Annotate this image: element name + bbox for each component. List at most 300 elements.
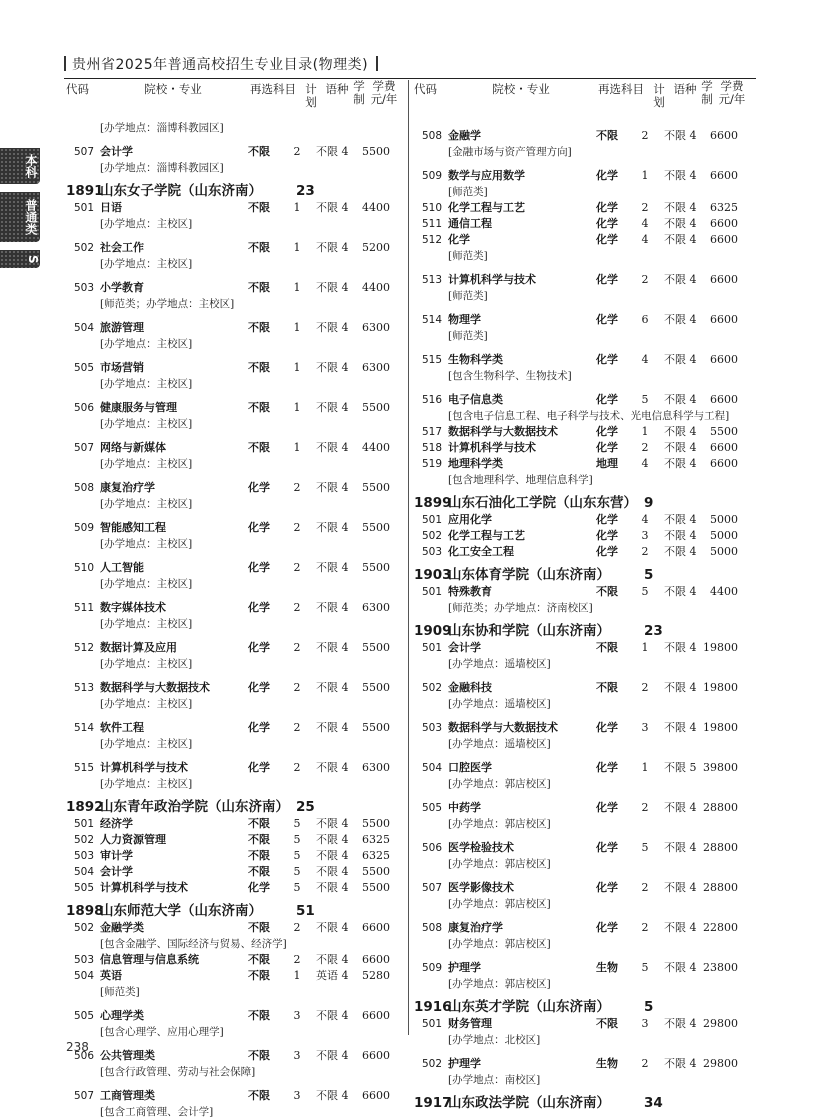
major-code: 504 bbox=[73, 866, 94, 878]
major-years: 4 bbox=[689, 441, 697, 454]
major-fee: 5500 bbox=[362, 481, 390, 494]
major-plan: 1 bbox=[293, 969, 301, 982]
major-subject: 化学 bbox=[596, 545, 618, 558]
major-note: [办学地点：南校区] bbox=[448, 1074, 541, 1086]
major-code: 504 bbox=[421, 762, 442, 774]
major-plan: 1 bbox=[293, 321, 301, 334]
major-fee: 23800 bbox=[703, 961, 738, 974]
major-subject: 化学 bbox=[596, 761, 618, 774]
school-name: 山东师范大学（山东济南） bbox=[100, 903, 262, 919]
major-subject: 化学 bbox=[248, 641, 270, 654]
major-subject: 不限 bbox=[248, 321, 270, 334]
major-subject: 化学 bbox=[596, 921, 618, 934]
major-plan: 3 bbox=[293, 1009, 301, 1022]
major-subject: 化学 bbox=[596, 217, 618, 230]
page-title: 贵州省2025年普通高校招生专业目录(物理类) bbox=[72, 54, 368, 74]
major-code: 502 bbox=[73, 242, 94, 254]
major-note: [师范类；办学地点：主校区] bbox=[100, 298, 235, 310]
school-code: 1916 bbox=[414, 999, 452, 1015]
major-fee: 6600 bbox=[710, 217, 738, 230]
major-years: 4 bbox=[341, 401, 349, 414]
major-plan: 5 bbox=[641, 393, 649, 406]
major-row bbox=[66, 1008, 411, 1024]
col-plan-header: 计划 bbox=[305, 82, 317, 109]
major-subject: 化学 bbox=[596, 881, 618, 894]
major-lang: 不限 bbox=[664, 681, 686, 694]
major-name: 康复治疗学 bbox=[448, 921, 503, 934]
major-name: 化学工程与工艺 bbox=[448, 529, 525, 542]
major-code: 501 bbox=[73, 202, 94, 214]
major-code: 509 bbox=[421, 170, 442, 182]
major-row bbox=[414, 440, 759, 456]
major-plan: 1 bbox=[293, 401, 301, 414]
school-plan: 9 bbox=[644, 495, 654, 511]
major-plan: 2 bbox=[293, 601, 301, 614]
major-name: 软件工程 bbox=[100, 721, 144, 734]
column-header bbox=[414, 80, 759, 120]
major-subject: 不限 bbox=[248, 201, 270, 214]
school-name: 山东英才学院（山东济南） bbox=[448, 999, 610, 1015]
major-name: 地理科学类 bbox=[448, 457, 503, 470]
major-subject: 地理 bbox=[596, 457, 618, 470]
major-code: 501 bbox=[421, 514, 442, 526]
major-note: [办学地点：主校区] bbox=[100, 538, 193, 550]
major-subject: 化学 bbox=[596, 313, 618, 326]
major-fee: 6600 bbox=[362, 1089, 390, 1102]
major-name: 社会工作 bbox=[100, 241, 144, 254]
major-years: 4 bbox=[689, 201, 697, 214]
school-plan: 34 bbox=[644, 1095, 663, 1111]
major-plan: 5 bbox=[293, 849, 301, 862]
major-note: [办学地点：郭店校区] bbox=[448, 818, 551, 830]
school-name: 山东体育学院（山东济南） bbox=[448, 567, 610, 583]
major-row bbox=[414, 760, 759, 776]
col-fee-header: 学费元/年 bbox=[370, 79, 398, 106]
side-tabs bbox=[0, 148, 40, 276]
major-plan: 5 bbox=[293, 881, 301, 894]
major-code: 502 bbox=[73, 922, 94, 934]
major-plan: 2 bbox=[293, 481, 301, 494]
major-lang: 不限 bbox=[316, 521, 338, 534]
major-subject: 化学 bbox=[596, 169, 618, 182]
school-plan: 23 bbox=[644, 623, 663, 639]
major-plan: 1 bbox=[641, 425, 649, 438]
major-subject: 化学 bbox=[596, 393, 618, 406]
major-lang: 不限 bbox=[316, 361, 338, 374]
major-years: 4 bbox=[689, 1057, 697, 1070]
major-plan: 4 bbox=[641, 457, 649, 470]
major-name: 人力资源管理 bbox=[100, 833, 166, 846]
major-name: 经济学 bbox=[100, 817, 133, 830]
major-row bbox=[66, 680, 411, 696]
major-subject: 生物 bbox=[596, 961, 618, 974]
major-lang: 不限 bbox=[316, 601, 338, 614]
major-years: 4 bbox=[341, 833, 349, 846]
major-row bbox=[66, 600, 411, 616]
major-lang: 不限 bbox=[664, 585, 686, 598]
major-code: 508 bbox=[421, 130, 442, 142]
major-row bbox=[414, 200, 759, 216]
major-fee: 5500 bbox=[362, 817, 390, 830]
major-code: 502 bbox=[73, 834, 94, 846]
major-code: 506 bbox=[421, 842, 442, 854]
major-lang: 不限 bbox=[316, 833, 338, 846]
major-subject: 化学 bbox=[596, 841, 618, 854]
major-subject: 化学 bbox=[596, 201, 618, 214]
school-code: 1892 bbox=[66, 799, 104, 815]
major-name: 小学教育 bbox=[100, 281, 144, 294]
major-lang: 不限 bbox=[316, 881, 338, 894]
major-name: 化学 bbox=[448, 233, 470, 246]
major-name: 物理学 bbox=[448, 313, 481, 326]
major-code: 508 bbox=[421, 922, 442, 934]
major-lang: 不限 bbox=[664, 881, 686, 894]
major-name: 网络与新媒体 bbox=[100, 441, 166, 454]
major-plan: 2 bbox=[641, 201, 649, 214]
major-fee: 28800 bbox=[703, 801, 738, 814]
major-subject: 不限 bbox=[248, 1089, 270, 1102]
major-fee: 22800 bbox=[703, 921, 738, 934]
major-years: 4 bbox=[341, 1089, 349, 1102]
major-row bbox=[414, 840, 759, 856]
major-row bbox=[66, 952, 411, 968]
major-name: 数学与应用数学 bbox=[448, 169, 525, 182]
major-years: 4 bbox=[689, 641, 697, 654]
major-years: 4 bbox=[341, 145, 349, 158]
major-row bbox=[414, 960, 759, 976]
major-fee: 6600 bbox=[362, 1049, 390, 1062]
major-lang: 不限 bbox=[316, 921, 338, 934]
major-years: 4 bbox=[689, 721, 697, 734]
major-name: 计算机科学与技术 bbox=[448, 273, 536, 286]
major-name: 化工安全工程 bbox=[448, 545, 514, 558]
major-code: 512 bbox=[421, 234, 442, 246]
major-note: [办学地点：主校区] bbox=[100, 778, 193, 790]
major-plan: 2 bbox=[641, 681, 649, 694]
major-fee: 6600 bbox=[710, 273, 738, 286]
major-note: [办学地点：主校区] bbox=[100, 698, 193, 710]
major-years: 4 bbox=[341, 849, 349, 862]
major-subject: 不限 bbox=[248, 441, 270, 454]
school-code: 1909 bbox=[414, 623, 452, 639]
major-name: 计算机科学与技术 bbox=[448, 441, 536, 454]
major-lang: 不限 bbox=[664, 1017, 686, 1030]
major-name: 公共管理类 bbox=[100, 1049, 155, 1062]
major-name: 生物科学类 bbox=[448, 353, 503, 366]
major-lang: 不限 bbox=[316, 641, 338, 654]
major-years: 4 bbox=[341, 721, 349, 734]
major-lang: 不限 bbox=[664, 129, 686, 142]
major-code: 513 bbox=[421, 274, 442, 286]
major-row bbox=[66, 320, 411, 336]
col-code-header: 代码 bbox=[414, 82, 437, 96]
major-lang: 不限 bbox=[664, 1057, 686, 1070]
major-row bbox=[414, 512, 759, 528]
major-code: 515 bbox=[73, 762, 94, 774]
major-plan: 2 bbox=[293, 721, 301, 734]
school-row bbox=[66, 182, 411, 200]
major-note: [师范类] bbox=[448, 330, 488, 342]
major-subject: 化学 bbox=[596, 721, 618, 734]
major-plan: 1 bbox=[293, 201, 301, 214]
major-lang: 不限 bbox=[664, 233, 686, 246]
major-fee: 6300 bbox=[362, 761, 390, 774]
major-fee: 5500 bbox=[362, 561, 390, 574]
major-fee: 4400 bbox=[362, 281, 390, 294]
major-name: 工商管理类 bbox=[100, 1089, 155, 1102]
major-fee: 6300 bbox=[362, 361, 390, 374]
major-years: 4 bbox=[689, 425, 697, 438]
major-note: [办学地点：主校区] bbox=[100, 498, 193, 510]
major-name: 审计学 bbox=[100, 849, 133, 862]
major-subject: 化学 bbox=[596, 353, 618, 366]
major-row bbox=[414, 1056, 759, 1072]
major-note: [办学地点：主校区] bbox=[100, 258, 193, 270]
major-years: 4 bbox=[689, 585, 697, 598]
major-name: 数据科学与大数据技术 bbox=[448, 425, 558, 438]
major-subject: 不限 bbox=[596, 129, 618, 142]
tab-general: 普通类 bbox=[0, 192, 40, 242]
major-years: 4 bbox=[689, 681, 697, 694]
major-row bbox=[414, 880, 759, 896]
major-code: 519 bbox=[421, 458, 442, 470]
major-row bbox=[66, 816, 411, 832]
major-lang: 不限 bbox=[664, 529, 686, 542]
major-code: 502 bbox=[421, 682, 442, 694]
major-note: [师范类] bbox=[100, 986, 140, 998]
major-name: 口腔医学 bbox=[448, 761, 492, 774]
major-row bbox=[414, 272, 759, 288]
major-row bbox=[66, 1088, 411, 1104]
major-row bbox=[66, 920, 411, 936]
school-row bbox=[66, 798, 411, 816]
major-code: 509 bbox=[73, 522, 94, 534]
major-lang: 不限 bbox=[664, 313, 686, 326]
major-row bbox=[66, 880, 411, 896]
major-row bbox=[414, 528, 759, 544]
major-subject: 化学 bbox=[248, 561, 270, 574]
major-lang: 不限 bbox=[664, 169, 686, 182]
major-fee: 6325 bbox=[362, 833, 390, 846]
major-code: 501 bbox=[73, 818, 94, 830]
major-name: 护理学 bbox=[448, 961, 481, 974]
major-name: 医学检验技术 bbox=[448, 841, 514, 854]
column-header bbox=[66, 80, 411, 120]
major-plan: 6 bbox=[641, 313, 649, 326]
major-fee: 4400 bbox=[710, 585, 738, 598]
major-years: 4 bbox=[341, 601, 349, 614]
major-fee: 5500 bbox=[362, 521, 390, 534]
major-subject: 化学 bbox=[248, 721, 270, 734]
major-fee: 6600 bbox=[362, 1009, 390, 1022]
major-row bbox=[66, 832, 411, 848]
major-plan: 2 bbox=[641, 545, 649, 558]
major-note: [师范类；办学地点：济南校区] bbox=[448, 602, 593, 614]
header-rule bbox=[64, 78, 756, 79]
major-lang: 不限 bbox=[664, 457, 686, 470]
major-plan: 3 bbox=[641, 1017, 649, 1030]
major-fee: 29800 bbox=[703, 1017, 738, 1030]
major-fee: 6600 bbox=[710, 457, 738, 470]
major-lang: 不限 bbox=[316, 681, 338, 694]
major-years: 4 bbox=[689, 169, 697, 182]
major-code: 505 bbox=[73, 362, 94, 374]
major-row bbox=[414, 424, 759, 440]
major-note: [包含工商管理、会计学] bbox=[100, 1106, 214, 1118]
major-name: 金融学类 bbox=[100, 921, 144, 934]
major-lang: 不限 bbox=[316, 865, 338, 878]
left-column bbox=[66, 80, 411, 1120]
major-note: [办学地点：主校区] bbox=[100, 418, 193, 430]
major-plan: 2 bbox=[293, 681, 301, 694]
school-name: 山东石油化工学院（山东东营） bbox=[448, 495, 637, 511]
major-fee: 5500 bbox=[362, 865, 390, 878]
page-number: 238 bbox=[66, 1040, 89, 1054]
major-fee: 19800 bbox=[703, 721, 738, 734]
major-years: 4 bbox=[341, 881, 349, 894]
major-note: [包含金融学、国际经济与贸易、经济学] bbox=[100, 938, 287, 950]
major-name: 数字媒体技术 bbox=[100, 601, 166, 614]
major-lang: 英语 bbox=[316, 969, 338, 982]
major-row bbox=[66, 480, 411, 496]
major-years: 4 bbox=[341, 521, 349, 534]
major-name: 金融学 bbox=[448, 129, 481, 142]
major-code: 503 bbox=[73, 850, 94, 862]
major-years: 4 bbox=[341, 201, 349, 214]
major-years: 4 bbox=[341, 361, 349, 374]
school-plan: 51 bbox=[296, 903, 315, 919]
major-row bbox=[414, 312, 759, 328]
major-code: 501 bbox=[421, 642, 442, 654]
major-note: [包含地理科学、地理信息科学] bbox=[448, 474, 593, 486]
major-name: 会计学 bbox=[100, 865, 133, 878]
major-years: 4 bbox=[341, 1009, 349, 1022]
major-subject: 不限 bbox=[248, 817, 270, 830]
major-plan: 1 bbox=[293, 441, 301, 454]
major-fee: 4400 bbox=[362, 441, 390, 454]
major-plan: 2 bbox=[293, 145, 301, 158]
major-subject: 化学 bbox=[248, 521, 270, 534]
major-plan: 1 bbox=[641, 641, 649, 654]
major-fee: 6600 bbox=[710, 393, 738, 406]
major-name: 心理学类 bbox=[100, 1009, 144, 1022]
major-plan: 3 bbox=[293, 1049, 301, 1062]
col-lang-header: 语种 bbox=[673, 82, 697, 96]
major-row bbox=[66, 848, 411, 864]
major-plan: 1 bbox=[641, 169, 649, 182]
major-subject: 化学 bbox=[248, 681, 270, 694]
major-plan: 2 bbox=[293, 953, 301, 966]
major-row bbox=[414, 168, 759, 184]
major-note: [办学地点：主校区] bbox=[100, 578, 193, 590]
major-row bbox=[66, 760, 411, 776]
major-code: 503 bbox=[73, 282, 94, 294]
major-plan: 2 bbox=[293, 641, 301, 654]
major-lang: 不限 bbox=[316, 401, 338, 414]
major-lang: 不限 bbox=[316, 281, 338, 294]
right-list bbox=[414, 128, 759, 1112]
major-years: 4 bbox=[341, 969, 349, 982]
major-subject: 不限 bbox=[248, 361, 270, 374]
major-lang: 不限 bbox=[316, 1089, 338, 1102]
major-subject: 化学 bbox=[596, 233, 618, 246]
school-row bbox=[414, 622, 759, 640]
major-code: 511 bbox=[421, 218, 442, 230]
school-row bbox=[414, 566, 759, 584]
major-years: 4 bbox=[341, 641, 349, 654]
major-fee: 6325 bbox=[362, 849, 390, 862]
major-code: 514 bbox=[73, 722, 94, 734]
right-column bbox=[414, 80, 759, 1112]
major-name: 中药学 bbox=[448, 801, 481, 814]
major-note: [师范类] bbox=[448, 250, 488, 262]
major-row bbox=[66, 968, 411, 984]
major-fee: 6600 bbox=[710, 313, 738, 326]
major-name: 日语 bbox=[100, 201, 122, 214]
major-name: 电子信息类 bbox=[448, 393, 503, 406]
tab-undergrad: 本科 bbox=[0, 148, 40, 184]
major-plan: 3 bbox=[293, 1089, 301, 1102]
school-row bbox=[414, 494, 759, 512]
major-fee: 5500 bbox=[362, 641, 390, 654]
col-subject-header: 再选科目 bbox=[598, 82, 644, 96]
major-note: [办学地点：遥墙校区] bbox=[448, 738, 551, 750]
major-code: 504 bbox=[73, 970, 94, 982]
major-name: 金融科技 bbox=[448, 681, 492, 694]
major-row bbox=[414, 680, 759, 696]
school-code: 1903 bbox=[414, 567, 452, 583]
major-lang: 不限 bbox=[664, 201, 686, 214]
major-subject: 不限 bbox=[248, 1049, 270, 1062]
major-note: [师范类] bbox=[448, 186, 488, 198]
major-years: 4 bbox=[341, 321, 349, 334]
major-code: 505 bbox=[73, 1010, 94, 1022]
major-subject: 不限 bbox=[248, 1009, 270, 1022]
major-plan: 5 bbox=[641, 841, 649, 854]
major-row bbox=[66, 280, 411, 296]
major-years: 4 bbox=[341, 865, 349, 878]
major-fee: 6600 bbox=[710, 233, 738, 246]
major-row bbox=[66, 440, 411, 456]
school-plan: 5 bbox=[644, 999, 654, 1015]
major-years: 4 bbox=[689, 513, 697, 526]
major-years: 4 bbox=[341, 761, 349, 774]
major-name: 会计学 bbox=[448, 641, 481, 654]
major-code: 503 bbox=[421, 722, 442, 734]
school-name: 山东政法学院（山东济南） bbox=[448, 1095, 610, 1111]
major-plan: 1 bbox=[293, 361, 301, 374]
col-years-header: 学制 bbox=[701, 79, 713, 106]
major-fee: 6600 bbox=[362, 953, 390, 966]
major-plan: 2 bbox=[641, 273, 649, 286]
major-note: [包含电子信息工程、电子科学与技术、光电信息科学与工程] bbox=[448, 410, 730, 422]
major-fee: 5500 bbox=[362, 401, 390, 414]
major-lang: 不限 bbox=[316, 145, 338, 158]
major-code: 505 bbox=[421, 802, 442, 814]
major-row bbox=[66, 720, 411, 736]
major-name: 护理学 bbox=[448, 1057, 481, 1070]
major-fee: 4400 bbox=[362, 201, 390, 214]
major-code: 514 bbox=[421, 314, 442, 326]
major-note: [办学地点：郭店校区] bbox=[448, 898, 551, 910]
major-lang: 不限 bbox=[664, 761, 686, 774]
major-row bbox=[414, 720, 759, 736]
col-plan-header: 计划 bbox=[653, 82, 665, 109]
major-code: 510 bbox=[421, 202, 442, 214]
major-years: 4 bbox=[341, 481, 349, 494]
major-code: 510 bbox=[73, 562, 94, 574]
major-note: [包含心理学、应用心理学] bbox=[100, 1026, 224, 1038]
